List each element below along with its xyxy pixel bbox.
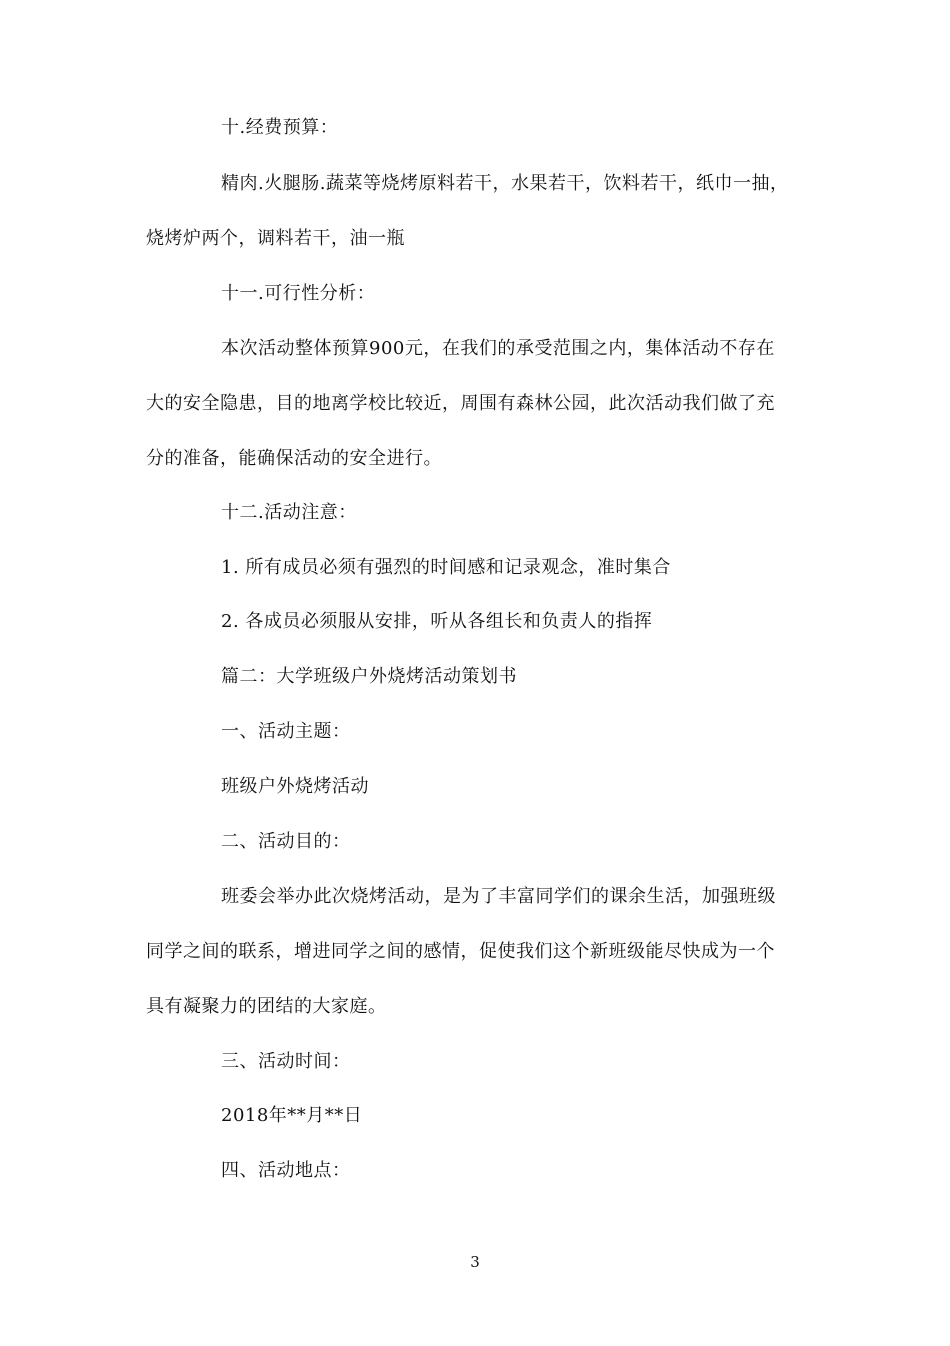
paragraph-line: 班级户外烧烤活动 bbox=[221, 776, 369, 797]
paragraph-line: 同学之间的联系，增进同学之间的感情，促使我们这个新班级能尽快成为一个 bbox=[146, 941, 775, 962]
paragraph-line: 本次活动整体预算900元，在我们的承受范围之内，集体活动不存在 bbox=[221, 338, 775, 359]
paragraph-line: 具有凝聚力的团结的大家庭。 bbox=[146, 996, 387, 1017]
paragraph-line: 分的准备，能确保活动的安全进行。 bbox=[146, 448, 442, 469]
list-item: 1. 所有成员必须有强烈的时间感和记录观念，准时集合 bbox=[221, 557, 671, 578]
section-heading-time: 三、活动时间： bbox=[221, 1051, 351, 1072]
paragraph-line: 大的安全隐患，目的地离学校比较近，周围有森林公园，此次活动我们做了充 bbox=[146, 393, 775, 414]
section-heading-purpose: 二、活动目的： bbox=[221, 831, 351, 852]
section-heading-feasibility: 十一.可行性分析： bbox=[221, 283, 376, 304]
chapter-title: 篇二：大学班级户外烧烤活动策划书 bbox=[221, 666, 517, 687]
paragraph-line: 精肉.火腿肠.蔬菜等烧烤原料若干，水果若干，饮料若干，纸巾一抽， bbox=[221, 173, 789, 194]
section-heading-budget: 十.经费预算： bbox=[221, 117, 339, 138]
list-item: 2. 各成员必须服从安排，听从各组长和负责人的指挥 bbox=[221, 611, 653, 632]
section-heading-notes: 十二.活动注意： bbox=[221, 502, 357, 523]
section-heading-location: 四、活动地点： bbox=[221, 1160, 351, 1181]
paragraph-line: 烧烤炉两个，调料若干，油一瓶 bbox=[146, 228, 405, 249]
section-heading-theme: 一、活动主题： bbox=[221, 721, 351, 742]
paragraph-line: 班委会举办此次烧烤活动，是为了丰富同学们的课余生活，加强班级 bbox=[221, 886, 776, 907]
paragraph-line: 2018年**月**日 bbox=[221, 1105, 363, 1126]
page-number: 3 bbox=[470, 1253, 480, 1271]
